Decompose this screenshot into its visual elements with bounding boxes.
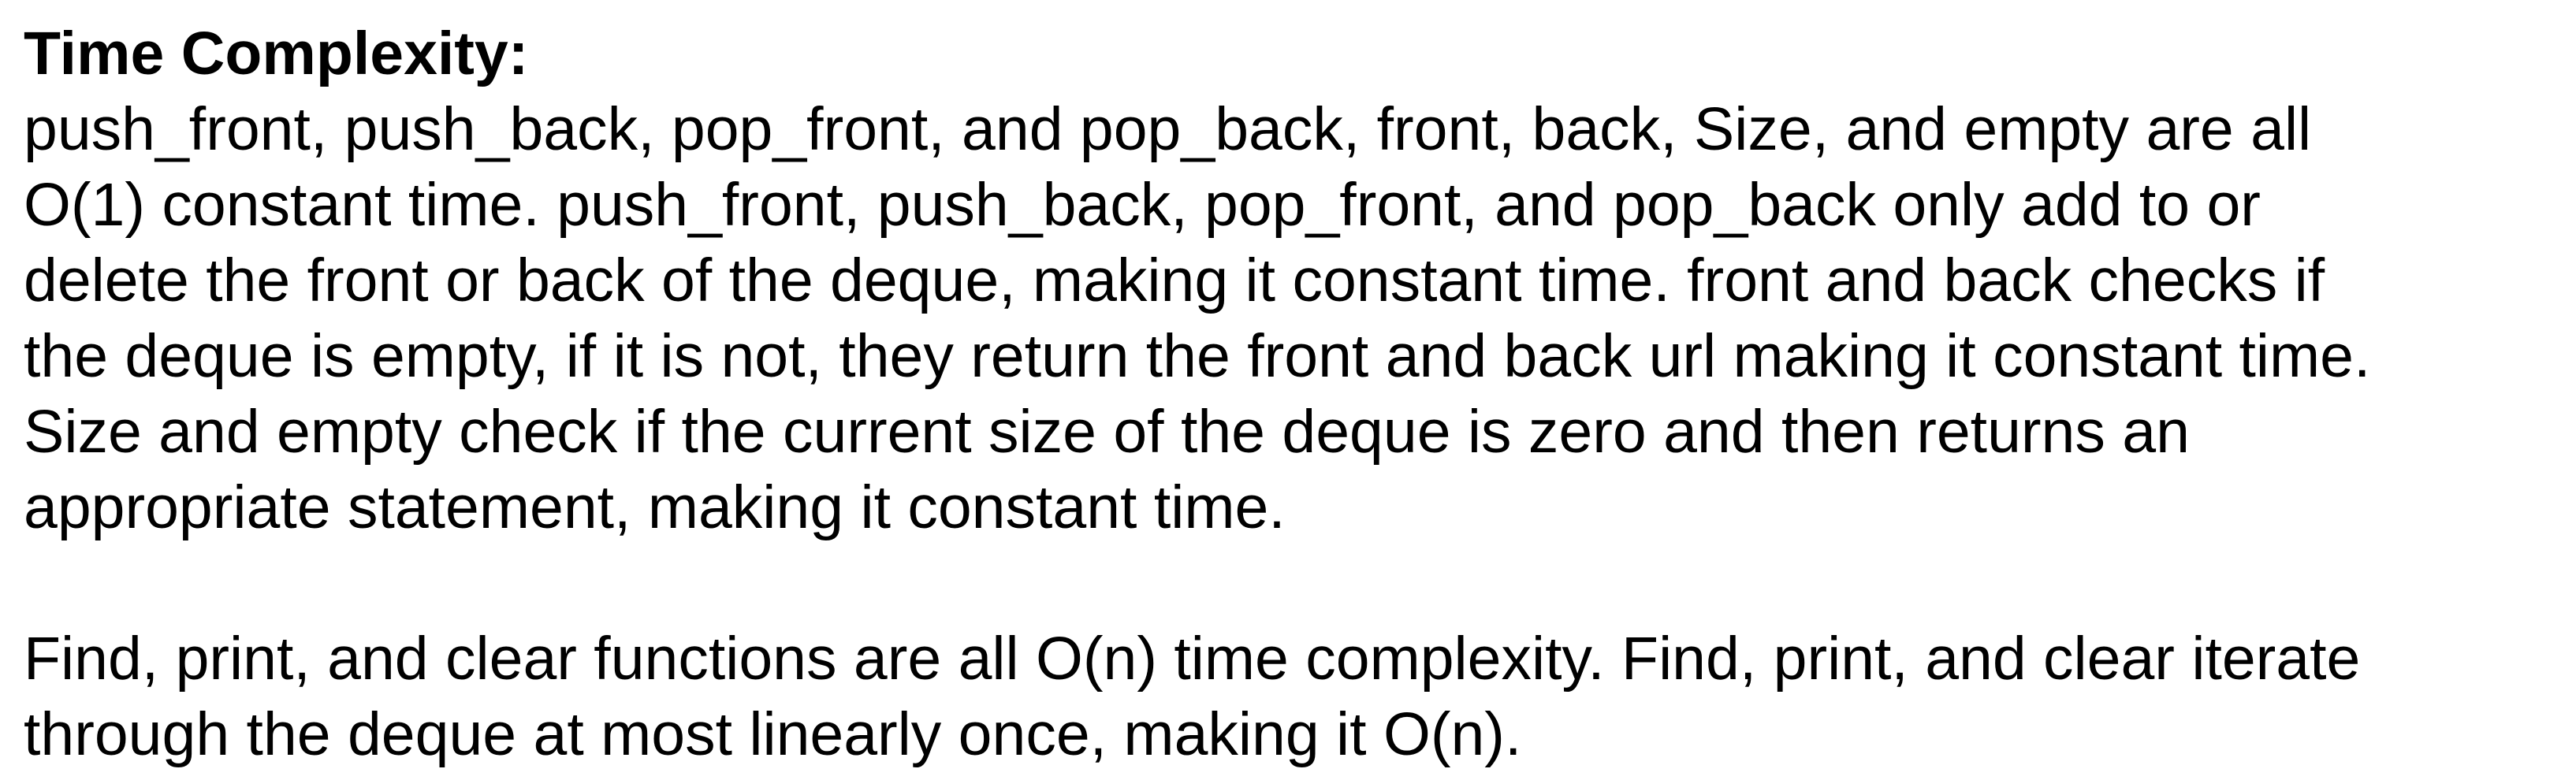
paragraph-linear-time	[24, 621, 2576, 772]
paragraph-line: appropriate statement, making it constant time.	[24, 474, 1286, 541]
paragraph-line: delete the front or back of the deque, making it constant time. front and back checks if	[24, 247, 2325, 314]
paragraph-line: Find, print, and clear functions are all O(n) time complexity. Find, print, and clear iterate	[24, 625, 2361, 693]
paragraph-line: Size and empty check if the current size of the deque is zero and then returns an	[24, 398, 2190, 466]
paragraph-line: the deque is empty, if it is not, they return the front and back url making it constant time.	[24, 322, 2371, 390]
paragraph-line: through the deque at most linearly once, making it O(n).	[24, 700, 1522, 768]
document-body	[24, 16, 2576, 772]
paragraph-constant-time	[24, 91, 2576, 545]
paragraph-spacer	[24, 545, 2576, 621]
paragraph-line: push_front, push_back, pop_front, and pop_back, front, back, Size, and empty are all	[24, 95, 2312, 163]
paragraph-line: O(1) constant time. push_front, push_back, pop_front, and pop_back only add to or	[24, 171, 2261, 239]
section-heading: Time Complexity:	[24, 20, 529, 87]
